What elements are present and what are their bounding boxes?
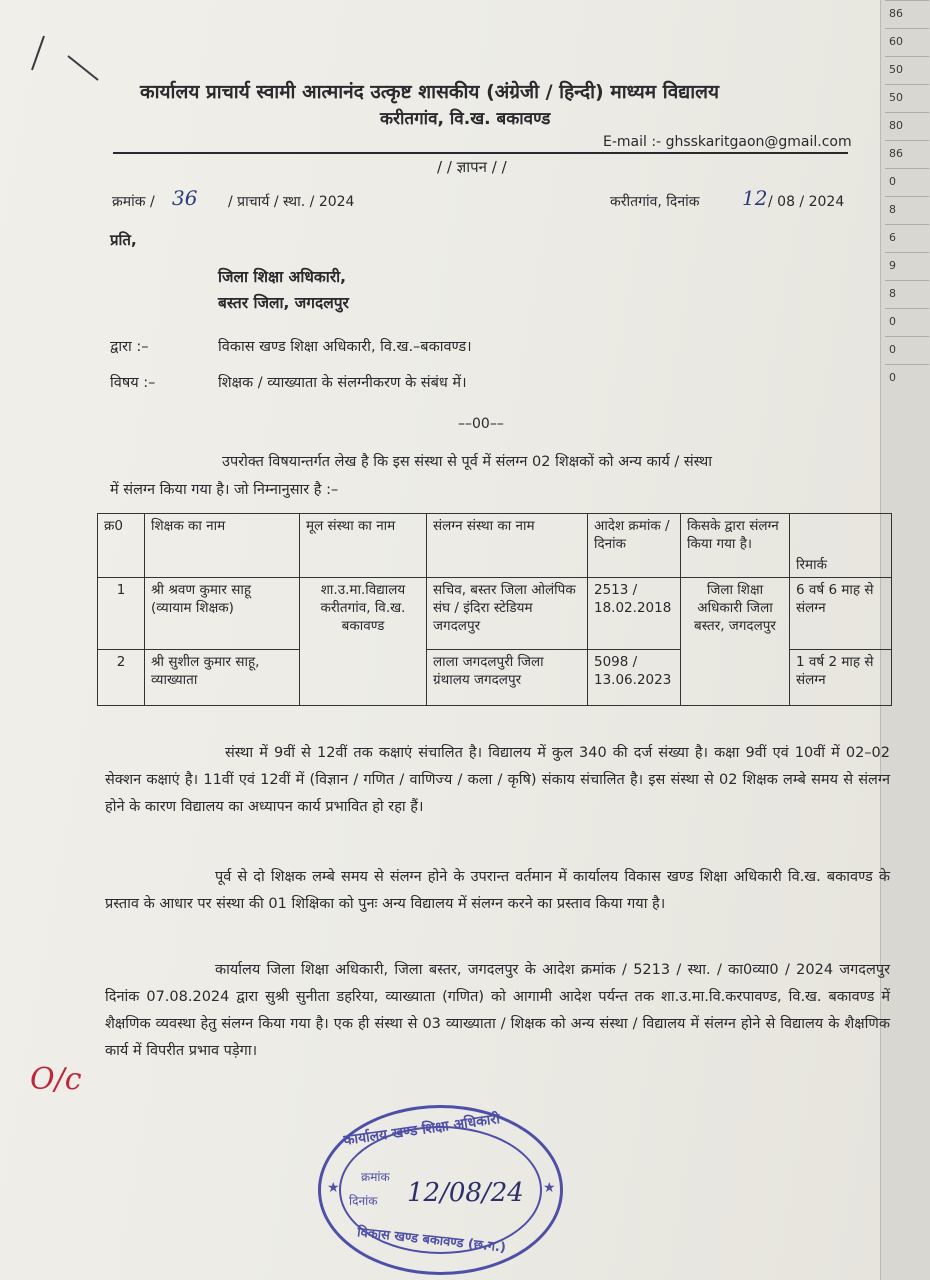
edge-number: 50 [885, 84, 929, 110]
kramank-suffix: / प्राचार्य / स्था. / 2024 [228, 194, 355, 210]
edge-number: 86 [885, 0, 929, 26]
th-name: शिक्षक का नाम [145, 514, 300, 578]
dwara-text: विकास खण्ड शिक्षा अधिकारी, वि.ख.–बकावण्ड। [218, 339, 472, 355]
header-rule [113, 152, 848, 154]
th-aadesh: आदेश क्रमांक / दिनांक [588, 514, 681, 578]
paragraph-2: पूर्व से दो शिक्षक लम्बे समय से संलग्न होने के उपरान्त वर्तमान में कार्यालय विकास खण्ड शिक्षा अधिकारी वि.ख. बकावण्ड के प्रस्ताव के आधार पर संस्था की 01 शिक्षिका को पुनः अन्य विद्यालय में संलग्न करने का प्रस्ताव किया गया है। [105, 869, 890, 912]
cell-dwara [681, 650, 790, 706]
date-rest: / 08 / 2024 [768, 194, 845, 210]
vishay-label: विषय :– [110, 375, 156, 391]
cell-name: श्री श्रवण कुमार साहू (व्यायाम शिक्षक) [145, 578, 300, 650]
addressee-line1: जिला शिक्षा अधिकारी, [218, 268, 347, 286]
table-row [98, 578, 892, 650]
edge-number: 0 [885, 336, 929, 362]
header-title: कार्यालय प्राचार्य स्वामी आत्मानंद उत्कृष्ट शासकीय (अंग्रेजी / हिन्दी) माध्यम विद्यालय [140, 81, 720, 103]
paragraph-3: कार्यालय जिला शिक्षा अधिकारी, जिला बस्तर, जगदलपुर के आदेश क्रमांक / 5213 / स्था. / का0व्या0 / 2024 जगदलपुर दिनांक 07.08.2024 द्वारा सुश्री सुनीता डहरिया, व्याख्याता (गणित) को आगामी आदेश पर्यन्त तक शा.उ.मा.वि.करपावण्ड, वि.ख. बकावण्ड में शैक्षणिक व्यवस्था हेतु संलग्न किया गया है। एक ही संस्था से 03 व्याख्याता / शिक्षक को अन्य संस्था / विद्यालय में संलग्न होने से विद्यालय के शैक्षणिक कार्य में विपरीत प्रभाव पड़ेगा। [105, 962, 890, 1059]
edge-number: 60 [885, 28, 929, 54]
seal-bottom-text: विकास खण्ड बकावण्ड (छ.ग.) [356, 1225, 507, 1256]
gyapan-title: / / ज्ञापन / / [437, 158, 507, 176]
separator: ––00–– [458, 416, 504, 432]
office-seal [318, 1105, 563, 1275]
edge-number: 0 [885, 168, 929, 194]
dwara-label: द्वारा :– [110, 339, 149, 355]
kramank-label: क्रमांक / [112, 194, 155, 210]
edge-number: 86 [885, 140, 929, 166]
cell-no: 1 [98, 578, 145, 650]
prati-label: प्रति, [110, 231, 137, 249]
cell-mool: शा.उ.मा.विद्यालय करीतगांव, वि.ख. बकावण्ड [300, 578, 427, 650]
edge-number: 0 [885, 308, 929, 334]
date-day: 12 [742, 186, 768, 210]
cell-remark: 1 वर्ष 2 माह से संलग्न [790, 650, 892, 706]
cell-mool [300, 650, 427, 706]
edge-number: 50 [885, 56, 929, 82]
edge-number: 9 [885, 252, 929, 278]
margin-note-oc: O/c [30, 1062, 82, 1097]
seal-star-icon: ★ [543, 1180, 556, 1196]
kramank-number: 36 [172, 186, 198, 210]
intro-line2: में संलग्न किया गया है। जो निम्नानुसार है :– [110, 482, 339, 498]
intro-line1: उपरोक्त विषयान्तर्गत लेख है कि इस संस्था से पूर्व में संलग्न 02 शिक्षकों को अन्य कार्य / संस्था [222, 454, 713, 470]
edge-number: 6 [885, 224, 929, 250]
seal-kramank: क्रमांक [361, 1170, 390, 1184]
table-row [98, 650, 892, 706]
th-remark: रिमार्क [790, 514, 892, 578]
pen-mark-icon [20, 30, 110, 90]
seal-dinank: दिनांक [349, 1194, 378, 1208]
cell-aadesh: 2513 / 18.02.2018 [588, 578, 681, 650]
seal-date: 12/08/24 [407, 1178, 524, 1208]
cell-sanlagn: लाला जगदलपुरी जिला ग्रंथालय जगदलपुर [427, 650, 588, 706]
header-place: करीतगांव, वि.ख. बकावण्ड [380, 109, 551, 129]
edge-number: 80 [885, 112, 929, 138]
paragraph-1: संस्था में 9वीं से 12वीं तक कक्षाएं संचालित है। विद्यालय में कुल 340 की दर्ज संख्या है। कक्षा 9वीं एवं 10वीं में 02–02 सेक्शन कक्षाएं है। 11वीं एवं 12वीं में (विज्ञान / गणित / वाणिज्य / कला / कृषि) संकाय संचालित है। इस संस्था से 02 शिक्षक लम्बे समय से संलग्न होने के कारण विद्यालय का अध्यापन कार्य प्रभावित हो रहा हैं। [105, 745, 890, 815]
cell-remark: 6 वर्ष 6 माह से संलग्न [790, 578, 892, 650]
cell-no: 2 [98, 650, 145, 706]
cell-dwara: जिला शिक्षा अधिकारी जिला बस्तर, जगदलपुर [681, 578, 790, 650]
seal-star-icon: ★ [327, 1180, 340, 1196]
edge-number: 8 [885, 280, 929, 306]
place-date-label: करीतगांव, दिनांक [610, 194, 700, 210]
header-email: E-mail :- ghsskaritgaon@gmail.com [603, 134, 852, 150]
seal-top-text: कार्यालय खण्ड शिक्षा अधिकारी [342, 1111, 501, 1149]
table-header-row [98, 514, 892, 578]
th-sanlagn: संलग्न संस्था का नाम [427, 514, 588, 578]
addressee-line2: बस्तर जिला, जगदलपुर [218, 294, 349, 312]
cell-aadesh: 5098 / 13.06.2023 [588, 650, 681, 706]
edge-number: 8 [885, 196, 929, 222]
vishay-text: शिक्षक / व्याख्याता के संलग्नीकरण के संबंध में। [218, 375, 467, 391]
cell-sanlagn: सचिव, बस्तर जिला ओलंपिक संघ / इंदिरा स्टेडियम जगदलपुर [427, 578, 588, 650]
th-kr: क्र0 [98, 514, 145, 578]
edge-number: 0 [885, 364, 929, 390]
th-dwara: किसके द्वारा संलग्न किया गया है। [681, 514, 790, 578]
attachment-table [97, 513, 892, 706]
cell-name: श्री सुशील कुमार साहू, व्याख्याता [145, 650, 300, 706]
th-mool: मूल संस्था का नाम [300, 514, 427, 578]
